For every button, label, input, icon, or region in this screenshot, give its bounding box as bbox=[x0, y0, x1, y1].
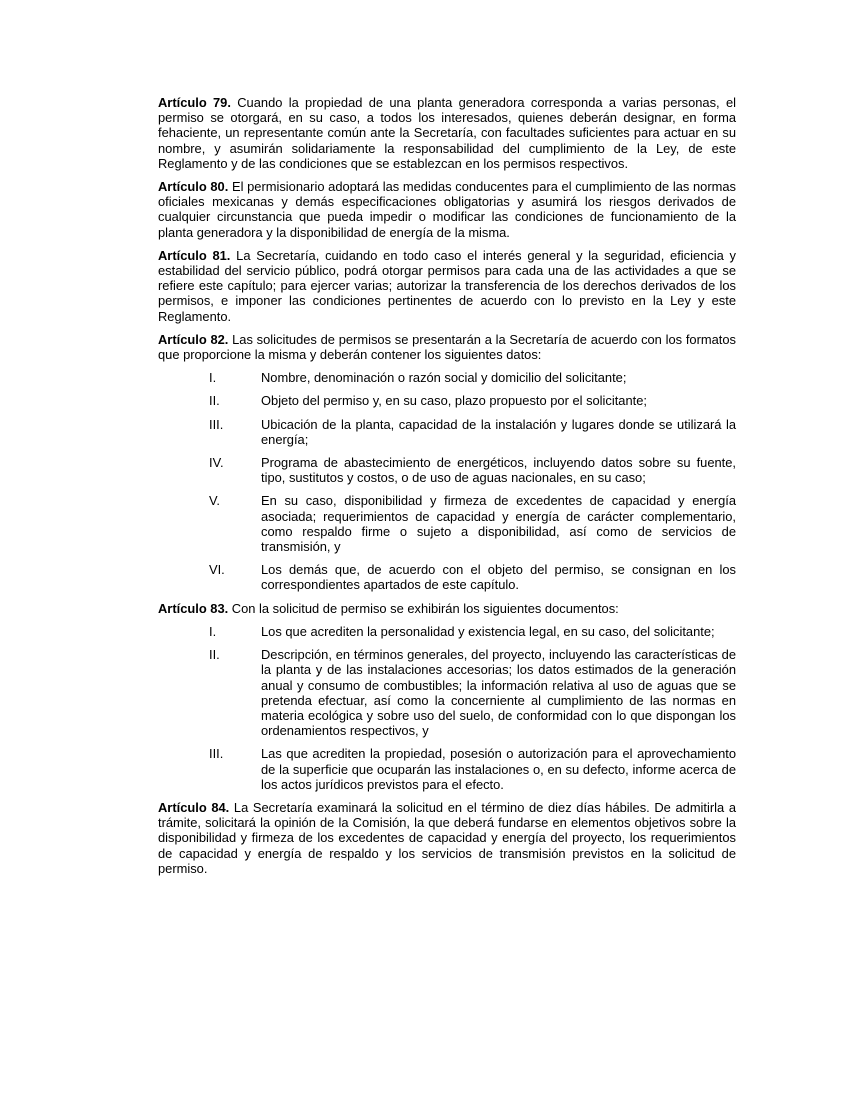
article-84-heading: Artículo 84. bbox=[158, 799, 230, 815]
item-numeral: I. bbox=[209, 623, 217, 639]
item-numeral: V. bbox=[209, 493, 220, 509]
article-84-paragraph bbox=[158, 800, 736, 876]
list-item-82-5 bbox=[158, 493, 736, 554]
item-text: En su caso, disponibilidad y firmeza de excedentes de capacidad y energía asociada; requerimientos de capacidad y energía de carácter complementario, como respaldo firme o sujeto a disponibilidad, así como de servicios de transmisión, y bbox=[261, 493, 736, 555]
list-item-83-3 bbox=[158, 746, 736, 792]
article-81-body: La Secretaría, cuidando en todo caso el interés general y la seguridad, eficiencia y estabilidad del servicio público, podrá otorgar permisos para cada una de las actividades a que se refiere este capítulo; para ejercer varias; autorizar la transferencia de los derechos derivados de los permisos, e imponer las condiciones pertinentes de acuerdo con lo previsto en la Ley y este Reglamento. bbox=[158, 247, 737, 324]
item-numeral: III. bbox=[209, 416, 224, 432]
item-numeral: II. bbox=[209, 393, 220, 409]
document-page bbox=[158, 95, 736, 884]
article-79-heading: Artículo 79. bbox=[158, 95, 231, 110]
article-82-body: Las solicitudes de permisos se presentarán a la Secretaría de acuerdo con los formatos que proporcione la misma y deberán contener los siguientes datos: bbox=[158, 331, 736, 363]
article-83-heading: Artículo 83. bbox=[158, 600, 229, 616]
article-82-heading: Artículo 82. bbox=[158, 331, 229, 347]
list-item-82-2 bbox=[158, 393, 736, 408]
article-81-heading: Artículo 81. bbox=[158, 247, 231, 263]
item-numeral: III. bbox=[209, 746, 224, 762]
article-80-body: El permisionario adoptará las medidas conducentes para el cumplimiento de las normas oficiales mexicanas y demás especificaciones obligatorias y asumirá los riesgos derivados de cualquier circunstancia que pueda impedir o modificar las condiciones de funcionamiento de la planta generadora y la disponibilidad de energía de la misma. bbox=[158, 179, 737, 240]
article-82-paragraph bbox=[158, 332, 736, 362]
article-84-body: La Secretaría examinará la solicitud en el término de diez días hábiles. De admitirla a trámite, solicitará la opinión de la Comisión, la que deberá fundarse en elementos objetivos sobre la disponibilidad y firmeza de los excedentes de capacidad y energía del proyecto, los requerimientos de capacidad y energía de respaldo y los servicios de transmisión previstos en la solicitud de permiso. bbox=[158, 799, 737, 876]
item-text: Las que acrediten la propiedad, posesión o autorización para el aprovechamiento de la superficie que ocuparán las instalaciones o, en su defecto, informe acerca de los actos jurídicos previstos para el efecto. bbox=[261, 746, 736, 792]
article-80-paragraph bbox=[158, 179, 736, 240]
item-numeral: I. bbox=[209, 370, 217, 386]
article-83-paragraph bbox=[158, 601, 736, 616]
item-text: Los demás que, de acuerdo con el objeto del permiso, se consignan en los correspondientes apartados de este capítulo. bbox=[261, 562, 736, 593]
list-item-82-1 bbox=[158, 370, 736, 385]
article-79-body: Cuando la propiedad de una planta generadora corresponda a varias personas, el permiso se otorgará, en su caso, a todos los interesados, quienes deberán designar, en forma fehaciente, un representante común ante la Secretaría, con facultades suficientes para actuar en su nombre, y asumirán solidariamente la responsabilidad del cumplimiento de la Ley, de este Reglamento y de las condiciones que se establezcan en los permisos respectivos. bbox=[158, 95, 736, 171]
list-item-83-2 bbox=[158, 647, 736, 738]
list-item-82-3 bbox=[158, 417, 736, 447]
item-text: Los que acrediten la personalidad y existencia legal, en su caso, del solicitante; bbox=[261, 623, 715, 639]
list-item-82-6 bbox=[158, 562, 736, 592]
item-numeral: IV. bbox=[209, 455, 224, 471]
article-83-body: Con la solicitud de permiso se exhibirán los siguientes documentos: bbox=[231, 600, 619, 616]
item-text: Ubicación de la planta, capacidad de la instalación y lugares donde se utilizará la energía; bbox=[261, 416, 736, 447]
article-80-heading: Artículo 80. bbox=[158, 179, 229, 195]
article-79-paragraph bbox=[158, 95, 736, 171]
item-text: Objeto del permiso y, en su caso, plazo propuesto por el solicitante; bbox=[261, 393, 647, 409]
item-text: Descripción, en términos generales, del proyecto, incluyendo las características de la planta y de las instalaciones accesorias; los datos estimados de la generación anual y consumo de combustibles; la información relativa al uso de aguas que se pretenda efectuar, así como la concerniente al cumplimiento de las normas en materia ecológica y sobre uso del suelo, de conformidad con lo que dispongan los ordenamientos respectivos, y bbox=[261, 647, 736, 739]
list-item-83-1 bbox=[158, 624, 736, 639]
item-text: Nombre, denominación o razón social y domicilio del solicitante; bbox=[261, 370, 627, 386]
item-numeral: VI. bbox=[209, 562, 225, 578]
list-item-82-4 bbox=[158, 455, 736, 485]
item-numeral: II. bbox=[209, 647, 220, 663]
item-text: Programa de abastecimiento de energéticos, incluyendo datos sobre su fuente, tipo, sustitutos y costos, o de uso de aguas nacionales, en su caso; bbox=[261, 455, 736, 486]
article-81-paragraph bbox=[158, 248, 736, 324]
